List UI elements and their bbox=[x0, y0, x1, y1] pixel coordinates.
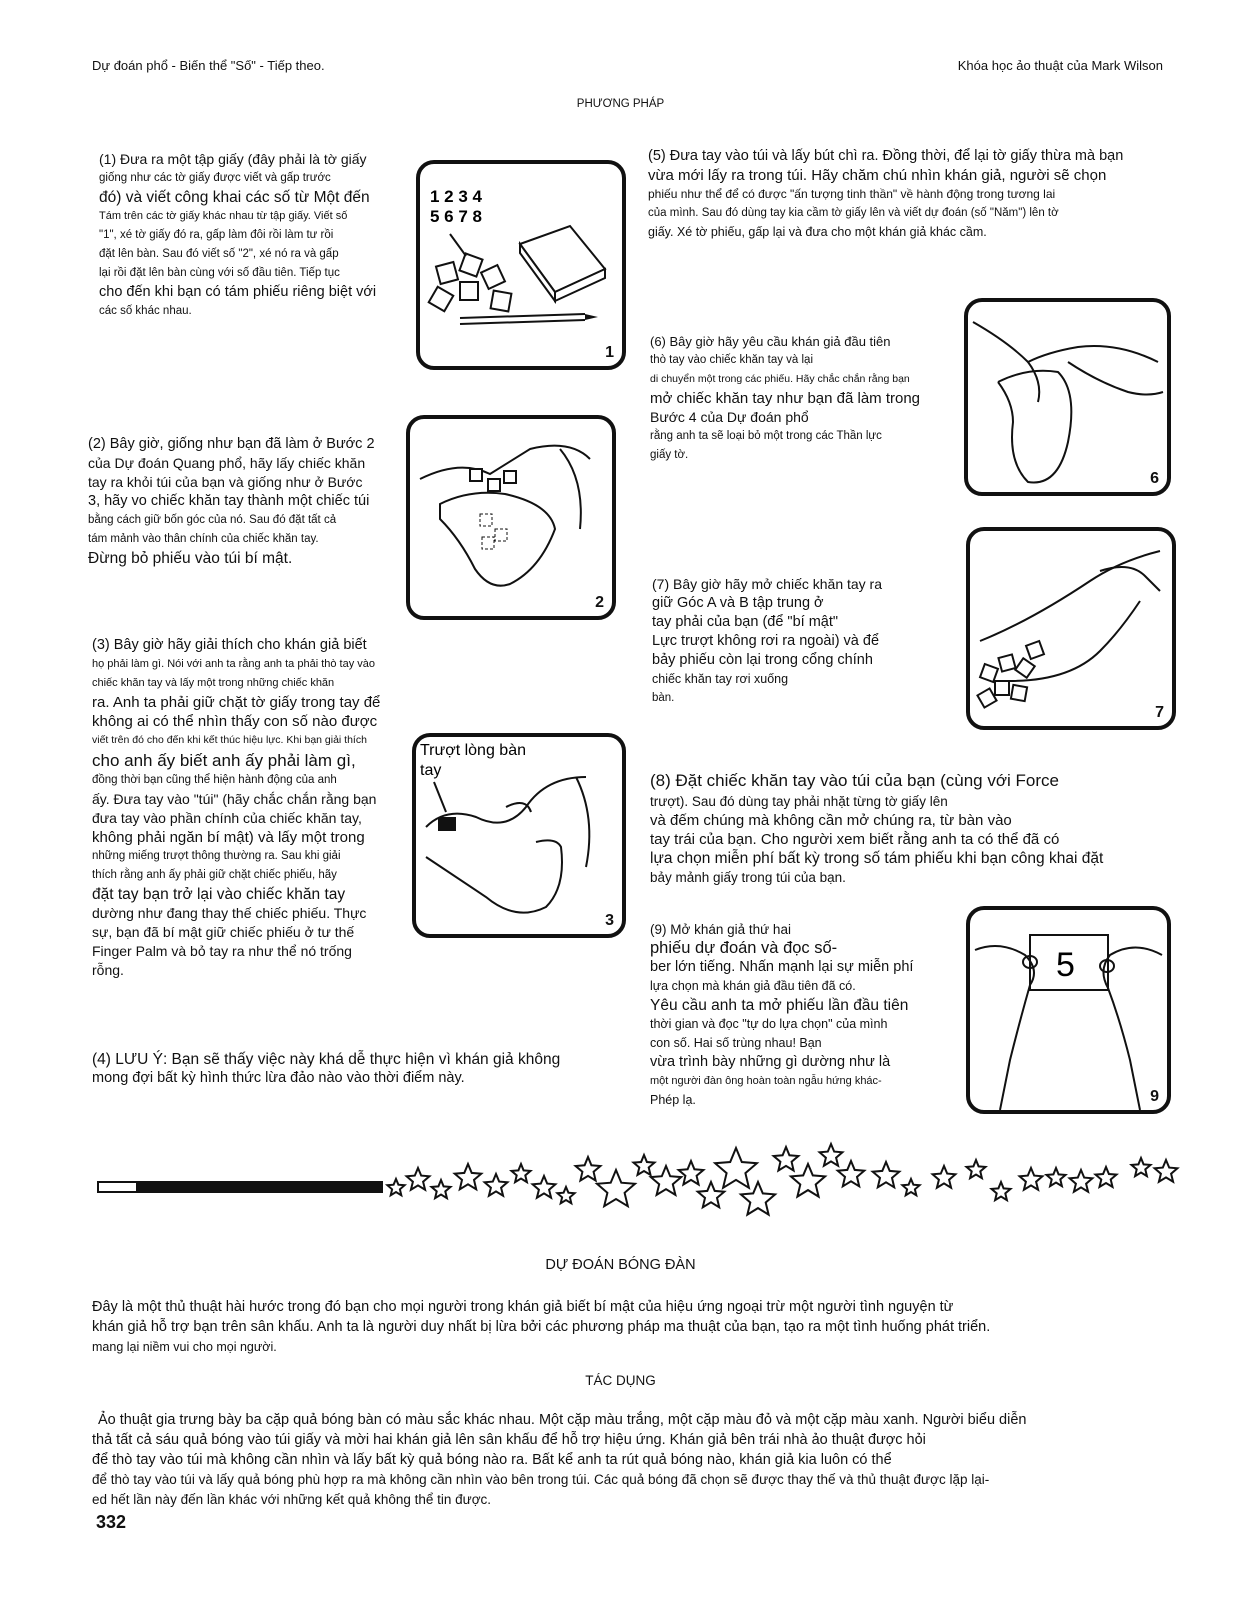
star-ornament bbox=[679, 1161, 704, 1185]
step-9-line: một người đàn ông hoàn toàn ngẫu hứng khác- bbox=[650, 1075, 882, 1087]
step-1-line: giống như các tờ giấy được viết và gấp trước bbox=[99, 172, 331, 184]
star-ornament bbox=[597, 1170, 635, 1206]
star-ornament bbox=[432, 1180, 451, 1198]
step-8-line: trượt). Sau đó dùng tay phải nhặt từng tờ giấy lên bbox=[650, 794, 948, 809]
step-1-line: "1", xé tờ giấy đó ra, gấp làm đôi rồi làm tư rồi bbox=[99, 229, 334, 241]
step-3-line: ấy. Đưa tay vào "túi" (hãy chắc chắn rằng bạn bbox=[92, 791, 377, 807]
step-5-text bbox=[648, 147, 1188, 242]
step-1-text bbox=[99, 150, 409, 321]
step-1-line: (1) Đưa ra một tập giấy (đây phải là tờ giấy bbox=[99, 151, 367, 167]
star-ornament bbox=[533, 1176, 556, 1198]
step-9-line: vừa trình bày những gì dường như là bbox=[650, 1054, 891, 1070]
step-3-line: những miếng trượt thông thường ra. Sau khi giải bbox=[92, 850, 341, 862]
step-3-line: Finger Palm và bỏ tay ra như thể nó trống bbox=[92, 943, 352, 959]
effect-line: để thò tay vào túi mà không cần nhìn và lấy bất kỳ quả bóng nào ra. Bất kể anh ta rút quả bóng nào, khán giả kia luôn có thể bbox=[92, 1452, 892, 1468]
page-number: 332 bbox=[96, 1512, 127, 1532]
star-ornament bbox=[387, 1179, 404, 1195]
star-ornament bbox=[820, 1144, 843, 1166]
figure-7-panel bbox=[966, 527, 1176, 730]
step-3-line: đưa tay vào phần chính của chiếc khăn tay, bbox=[92, 810, 362, 826]
step-3-line: rỗng. bbox=[92, 962, 124, 978]
step-3-line: họ phải làm gì. Nói với anh ta rằng anh ta phải thò tay vào bbox=[92, 658, 376, 670]
figure-6-panel bbox=[964, 298, 1171, 496]
step-3-line: sự, bạn đã bí mật giữ chiếc phiếu ở tư thế bbox=[92, 924, 355, 940]
step-2-line: (2) Bây giờ, giống như bạn đã làm ở Bước 2 bbox=[88, 436, 375, 452]
step-6-line: (6) Bây giờ hãy yêu cầu khán giả đầu tiên bbox=[650, 334, 891, 349]
step-6-line: rằng anh ta sẽ loại bỏ một trong các Thần lực bbox=[650, 430, 882, 442]
star-ornament bbox=[512, 1164, 531, 1182]
figure-1-number: 1 bbox=[605, 344, 614, 361]
figure-9-number: 9 bbox=[1150, 1088, 1159, 1105]
step-3-line: cho anh ấy biết anh ấy phải làm gì, bbox=[92, 751, 356, 770]
step-8-text bbox=[650, 770, 1190, 887]
step-4-line: (4) LƯU Ý: Bạn sẽ thấy việc này khá dễ thực hiện vì khán giả không bbox=[92, 1051, 561, 1068]
step-1-line: Tám trên các tờ giấy khác nhau từ tập giấy. Viết số bbox=[99, 210, 348, 222]
step-6-line: di chuyển một trong các phiếu. Hãy chắc chắn rằng bạn bbox=[650, 373, 910, 385]
figure-2-panel bbox=[406, 415, 616, 620]
step-3-line: thích rằng anh ấy phải giữ chặt chiếc phiếu, hãy bbox=[92, 869, 337, 881]
star-ornament bbox=[715, 1148, 757, 1188]
step-3-line: đồng thời bạn cũng thể hiện hành động của anh bbox=[92, 774, 337, 786]
star-ornament bbox=[992, 1182, 1011, 1200]
step-9-line: Yêu cầu anh ta mở phiếu lần đầu tiên bbox=[650, 997, 909, 1014]
star-ornament bbox=[933, 1166, 956, 1188]
star-divider bbox=[96, 1130, 1196, 1230]
star-ornament bbox=[791, 1164, 825, 1197]
step-8-line: tay trái của bạn. Cho người xem biết rằng anh ta có thể đã có bbox=[650, 831, 1060, 848]
running-header-right: Khóa học ảo thuật của Mark Wilson bbox=[957, 58, 1163, 73]
step-8-line: (8) Đặt chiếc khăn tay vào túi của bạn (cùng với Force bbox=[650, 771, 1059, 790]
step-4-text bbox=[92, 1050, 632, 1088]
figure-3-number: 3 bbox=[605, 912, 614, 929]
step-6-line: Bước 4 của Dự đoán phổ bbox=[650, 409, 809, 425]
step-1-line: cho đến khi bạn có tám phiếu riêng biệt với bbox=[99, 284, 377, 300]
section-title-method: PHƯƠNG PHÁP bbox=[576, 98, 665, 110]
step-1-line: các số khác nhau. bbox=[99, 305, 192, 317]
effect-title: TÁC DỤNG bbox=[585, 1373, 656, 1388]
ping-pong-intro bbox=[92, 1297, 1192, 1357]
intro-line: khán giả hỗ trợ bạn trên sân khấu. Anh ta là người duy nhất bị lừa bởi các phương pháp ma thuật của bạn, tạo ra một tình huống phát triển. bbox=[92, 1319, 991, 1335]
figure-2-illustration bbox=[410, 419, 612, 616]
figure-1-panel bbox=[416, 160, 626, 370]
step-9-text bbox=[650, 920, 960, 1110]
running-header-left: Dự đoán phổ - Biến thể "Số" - Tiếp theo. bbox=[92, 58, 325, 73]
step-9-line: phiếu dự đoán và đọc số- bbox=[650, 939, 838, 957]
step-3-line: (3) Bây giờ hãy giải thích cho khán giả biết bbox=[92, 637, 367, 653]
figure-3-caption-line2: tay bbox=[420, 762, 442, 779]
step-7-line: chiếc khăn tay rơi xuống bbox=[652, 672, 789, 686]
star-ornament bbox=[455, 1164, 482, 1189]
figure-2-number: 2 bbox=[595, 594, 604, 611]
step-3-text bbox=[92, 636, 412, 980]
step-6-text bbox=[650, 332, 960, 465]
star-ornament bbox=[634, 1155, 655, 1175]
step-7-line: (7) Bây giờ hãy mở chiếc khăn tay ra bbox=[652, 576, 883, 592]
star-ornament bbox=[485, 1174, 508, 1196]
star-ornament bbox=[407, 1168, 430, 1190]
star-ornament bbox=[967, 1160, 986, 1178]
figure-1-illustration bbox=[420, 164, 622, 366]
star-ornament bbox=[698, 1182, 725, 1207]
step-5-line: vừa mới lấy ra trong túi. Hãy chăm chú nhìn khán giả, người sẽ chọn bbox=[648, 167, 1107, 184]
step-2-line: bằng cách giữ bốn góc của nó. Sau đó đặt tất cả bbox=[88, 514, 337, 526]
step-6-line: giấy tờ. bbox=[650, 449, 689, 461]
step-6-line: thò tay vào chiếc khăn tay và lại bbox=[650, 354, 814, 366]
step-8-line: lựa chọn miễn phí bất kỳ trong số tám phiếu khi bạn công khai đặt bbox=[650, 850, 1104, 867]
star-ornament bbox=[838, 1161, 865, 1186]
step-5-line: giấy. Xé tờ phiếu, gấp lại và đưa cho một khán giả khác cầm. bbox=[648, 225, 987, 239]
step-1-line: lại rồi đặt lên bàn cùng với số đầu tiên. Tiếp tục bbox=[99, 267, 340, 279]
step-3-line: viết trên đó cho đến khi kết thúc hiệu lực. Khi bạn giải thích bbox=[92, 734, 367, 746]
intro-line: mang lại niềm vui cho mọi người. bbox=[92, 1340, 277, 1354]
step-1-line: đặt lên bàn. Sau đó viết số "2", xé nó ra và gấp bbox=[99, 248, 339, 260]
star-ornament bbox=[1155, 1160, 1178, 1182]
step-2-line: tay ra khỏi túi của bạn và giống như ở Bước bbox=[88, 474, 363, 490]
step-7-line: bàn. bbox=[652, 692, 675, 704]
step-2-text bbox=[88, 435, 398, 568]
step-9-line: (9) Mở khán giả thứ hai bbox=[650, 922, 791, 937]
star-ornament bbox=[1070, 1170, 1093, 1192]
figure-9-slip-digit: 5 bbox=[1056, 946, 1075, 984]
step-8-line: bảy mảnh giấy trong túi của bạn. bbox=[650, 870, 846, 885]
figure-7-illustration bbox=[970, 531, 1172, 726]
figure-1-digits-row2: 5 6 7 8 bbox=[430, 207, 482, 226]
step-7-line: tay phải của bạn (để "bí mật" bbox=[652, 614, 839, 630]
step-5-line: phiếu như thể để có được "ấn tượng tinh thần" về hành động trong tương lai bbox=[648, 187, 1056, 201]
star-ornament bbox=[873, 1162, 900, 1187]
star-ornament bbox=[1096, 1167, 1117, 1187]
star-ornament bbox=[557, 1187, 574, 1203]
step-4-line: mong đợi bất kỳ hình thức lừa đảo nào vào thời điểm này. bbox=[92, 1070, 465, 1086]
step-7-line: Lực trượt không rơi ra ngoài) và để bbox=[652, 633, 880, 649]
step-3-line: không ai có thể nhìn thấy con số nào được bbox=[92, 713, 378, 730]
intro-line: Đây là một thủ thuật hài hước trong đó bạn cho mọi người trong khán giả biết bí mật của hiệu ứng ngoại trừ một người tình nguyện từ bbox=[92, 1299, 954, 1315]
star-ornament bbox=[1020, 1168, 1043, 1190]
figure-3-caption-line1: Trượt lòng bàn bbox=[420, 742, 526, 759]
step-3-line: dường như đang thay thế chiếc phiếu. Thực bbox=[92, 905, 367, 921]
star-ornament bbox=[1047, 1168, 1066, 1186]
step-7-text bbox=[652, 575, 962, 708]
step-1-line: đó) và viết công khai các số từ Một đến bbox=[99, 189, 370, 206]
effect-line: ed hết lần này đến lần khác với những kết quả không thể tin được. bbox=[92, 1492, 492, 1507]
step-3-line: không phải ngăn bí mật) và lấy một trong bbox=[92, 829, 365, 846]
step-9-line: Phép lạ. bbox=[650, 1093, 696, 1107]
step-5-line: (5) Đưa tay vào túi và lấy bút chì ra. Đồng thời, để lại tờ giấy thừa mà bạn bbox=[648, 148, 1124, 164]
figure-3-panel bbox=[412, 733, 626, 938]
effect-text bbox=[92, 1410, 1192, 1510]
star-ornament bbox=[1132, 1158, 1151, 1176]
effect-line: để thò tay vào túi và lấy quả bóng phù hợp ra mà không cần nhìn vào bên trong túi. Các quả bóng đã chọn sẽ được thay thế và thủ thuật được lặp lại- bbox=[92, 1472, 990, 1487]
step-9-line: lựa chọn mà khán giả đầu tiên đã có. bbox=[650, 979, 856, 993]
step-2-line: Đừng bỏ phiếu vào túi bí mật. bbox=[88, 550, 293, 567]
figure-1-digits-row1: 1 2 3 4 bbox=[430, 187, 482, 206]
step-3-line: chiếc khăn tay và lấy một trong những chiếc khăn bbox=[92, 677, 335, 689]
effect-line: thả tất cả sáu quả bóng vào túi giấy và mời hai khán giả lên sân khấu để hỗ trợ hiệu ứng. Khán giả bên trái nhà ảo thuật được hỏi bbox=[92, 1432, 926, 1448]
step-8-line: và đếm chúng mà không cần mở chúng ra, từ bàn vào bbox=[650, 812, 1012, 829]
star-ornament bbox=[774, 1147, 799, 1171]
star-ornament bbox=[651, 1166, 681, 1195]
figure-3-illustration bbox=[416, 737, 622, 934]
step-7-line: bảy phiếu còn lại trong cổng chính bbox=[652, 652, 873, 668]
figure-6-number: 6 bbox=[1150, 470, 1159, 487]
step-9-line: thời gian và đọc "tự do lựa chọn" của mình bbox=[650, 1017, 888, 1031]
step-7-line: giữ Góc A và B tập trung ở bbox=[652, 595, 824, 611]
figure-9-panel bbox=[966, 906, 1171, 1114]
step-2-line: tám mảnh vào thân chính của chiếc khăn tay. bbox=[88, 533, 319, 545]
figure-9-illustration bbox=[970, 910, 1167, 1110]
step-9-line: con số. Hai số trùng nhau! Bạn bbox=[650, 1036, 822, 1050]
step-3-line: đặt tay bạn trở lại vào chiếc khăn tay bbox=[92, 886, 346, 903]
step-9-line: ber lớn tiếng. Nhấn mạnh lại sự miễn phí bbox=[650, 959, 914, 975]
figure-7-number: 7 bbox=[1155, 704, 1164, 721]
figure-6-illustration bbox=[968, 302, 1167, 492]
step-2-line: của Dự đoán Quang phổ, hãy lấy chiếc khăn bbox=[88, 455, 366, 471]
star-ornament bbox=[576, 1157, 601, 1181]
step-5-line: của mình. Sau đó dùng tay kia cầm tờ giấy lên và viết dự đoán (số "Năm") lên tờ bbox=[648, 207, 1059, 219]
step-2-line: 3, hãy vo chiếc khăn tay thành một chiếc túi bbox=[88, 493, 370, 509]
step-6-line: mở chiếc khăn tay như bạn đã làm trong bbox=[650, 390, 921, 407]
ping-pong-title: DỰ ĐOÁN BÓNG ĐÀN bbox=[545, 1257, 696, 1273]
effect-line: Ảo thuật gia trưng bày ba cặp quả bóng bàn có màu sắc khác nhau. Một cặp màu trắng, một cặp màu đỏ và một cặp màu xanh. Người biểu diễn bbox=[98, 1412, 1027, 1428]
star-ornament bbox=[902, 1179, 919, 1195]
step-3-line: ra. Anh ta phải giữ chặt tờ giấy trong tay để bbox=[92, 694, 381, 711]
